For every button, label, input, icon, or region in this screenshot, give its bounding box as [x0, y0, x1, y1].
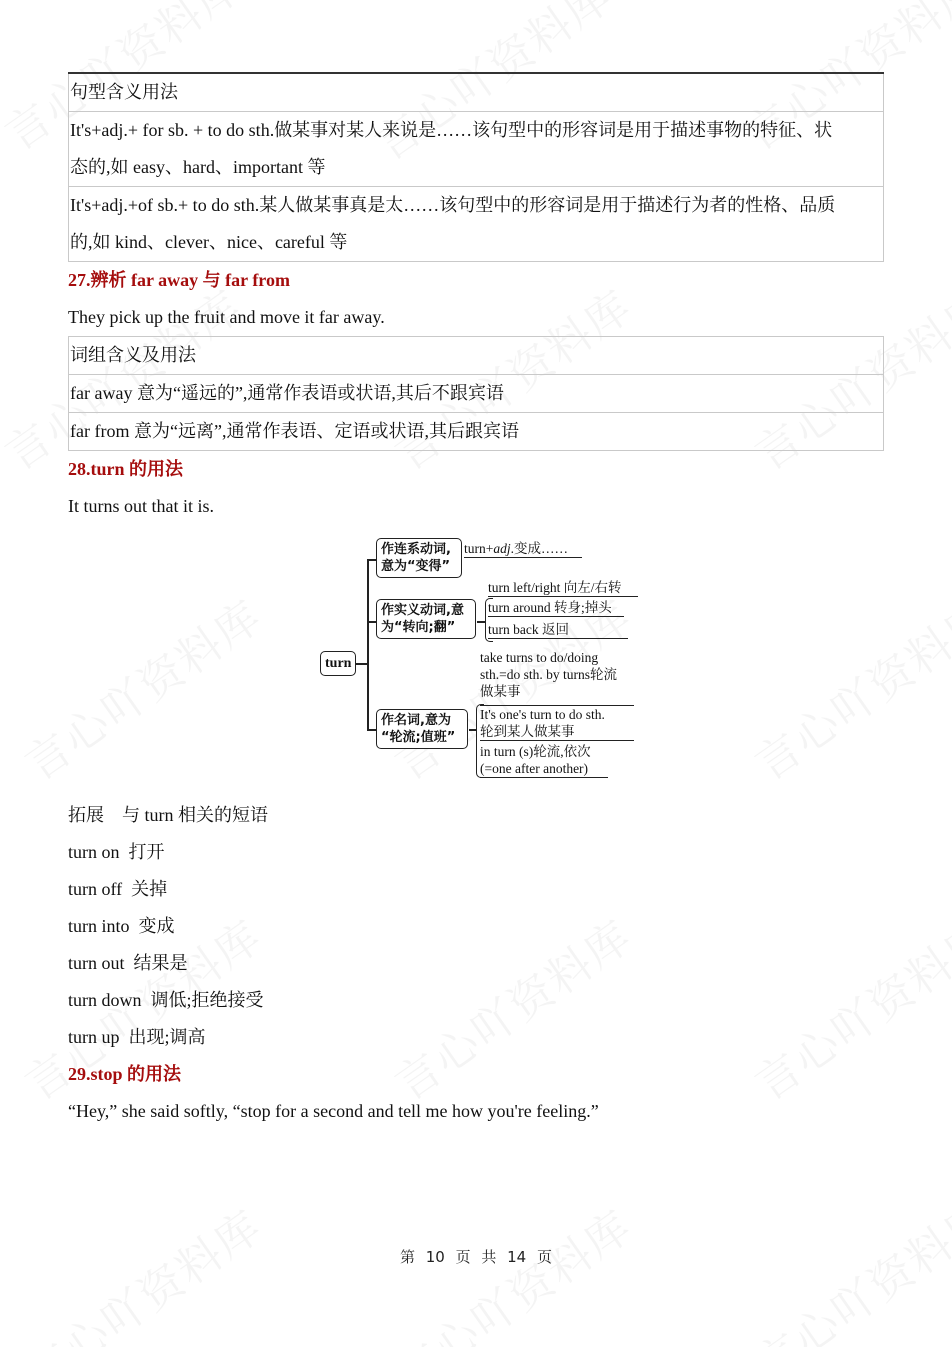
table-row	[69, 73, 884, 112]
leaf-take-turns	[480, 649, 617, 700]
connector-line	[477, 621, 485, 623]
watermark	[10, 1192, 273, 1347]
table-cell: far away 意为“遥远的”,通常作表语或状语,其后不跟宾语	[69, 375, 884, 413]
leaf-item: turn back 返回	[488, 621, 628, 639]
branch-label: 为“转向;翻”	[381, 620, 456, 635]
phrase-item: turn up 出现;调高	[68, 1027, 206, 1047]
section-heading-28: 28.turn 的用法	[68, 459, 184, 479]
phrase-item: turn down 调低;拒绝接受	[68, 990, 264, 1010]
extension-title: 拓展 与 turn 相关的短语	[68, 805, 268, 825]
table-header-cell: 句型含义用法	[69, 73, 884, 112]
cell-line: It's+adj.+of sb.+ to do sth.某人做某事真是太……该句型中的形容词是用于描述行为者的性格、品质	[70, 195, 836, 215]
table-cell	[69, 187, 884, 262]
page-number-footer: 第 10 页 共 14 页	[399, 1248, 552, 1266]
table-row	[69, 413, 884, 451]
table-row	[69, 375, 884, 413]
cell-line: 态的,如 easy、hard、important 等	[70, 157, 326, 177]
branch-label: 作连系动词,	[381, 542, 451, 557]
leaf-line: 做某事	[480, 684, 521, 699]
example-sentence-27: They pick up the fruit and move it far away.	[68, 307, 385, 327]
diagram-root-node: turn	[320, 651, 356, 676]
turn-usage-diagram	[316, 533, 646, 783]
leaf-in-turn	[480, 743, 608, 778]
sentence-pattern-table	[68, 72, 884, 262]
section-heading-29: 29.stop 的用法	[68, 1064, 182, 1084]
leaf-line: (=one after another)	[480, 761, 589, 776]
table-row	[69, 337, 884, 375]
page-content	[68, 72, 884, 1130]
section-heading-27: 27.辨析 far away 与 far from	[68, 270, 290, 290]
branch-notional-verb	[376, 599, 476, 639]
table-header-cell: 词组含义及用法	[69, 337, 884, 375]
branch-label: 作名词,意为	[381, 713, 451, 728]
example-sentence-28: It turns out that it is.	[68, 496, 214, 516]
table-cell: far from 意为“远离”,通常作表语、定语或状语,其后跟宾语	[69, 413, 884, 451]
trunk-line	[367, 559, 369, 730]
table-row	[69, 187, 884, 262]
leaf-line: sth.=do sth. by turns轮流	[480, 667, 617, 682]
leaf-ones-turn	[480, 705, 634, 741]
phrase-item: turn out 结果是	[68, 953, 188, 973]
table-cell	[69, 112, 884, 187]
branch-linking-verb	[376, 538, 462, 578]
phrase-item: turn into 变成	[68, 916, 175, 936]
leaf-line: 轮到某人做某事	[480, 724, 575, 739]
leaf-line: in turn (s)轮流,依次	[480, 744, 591, 759]
example-sentence-29: “Hey,” she said softly, “stop for a second and tell me how you're feeling.”	[68, 1101, 599, 1121]
branch-noun	[376, 709, 468, 749]
leaf-line: It's one's turn to do sth.	[480, 707, 605, 722]
table-row	[69, 112, 884, 187]
cell-line: 的,如 kind、clever、nice、careful 等	[70, 232, 348, 252]
branch-label: 作实义动词,意	[381, 603, 464, 618]
cell-line: It's+adj.+ for sb. + to do sth.做某事对某人来说是……该句型中的形容词是用于描述事物的特征、状	[70, 120, 833, 140]
phrase-comparison-table	[68, 336, 884, 451]
leaf-line: take turns to do/doing	[480, 650, 599, 665]
leaf-item: turn around 转身;掉头	[488, 599, 624, 617]
leaf-turn-adj: turn+adj.变成……	[464, 540, 582, 558]
phrase-item: turn on 打开	[68, 842, 165, 862]
phrase-item: turn off 关掉	[68, 879, 168, 899]
branch-label: “轮流;值班”	[381, 730, 456, 745]
leaf-item: turn left/right 向左/右转	[488, 579, 638, 597]
branch-label: 意为“变得”	[381, 559, 451, 574]
watermark	[380, 1192, 643, 1347]
